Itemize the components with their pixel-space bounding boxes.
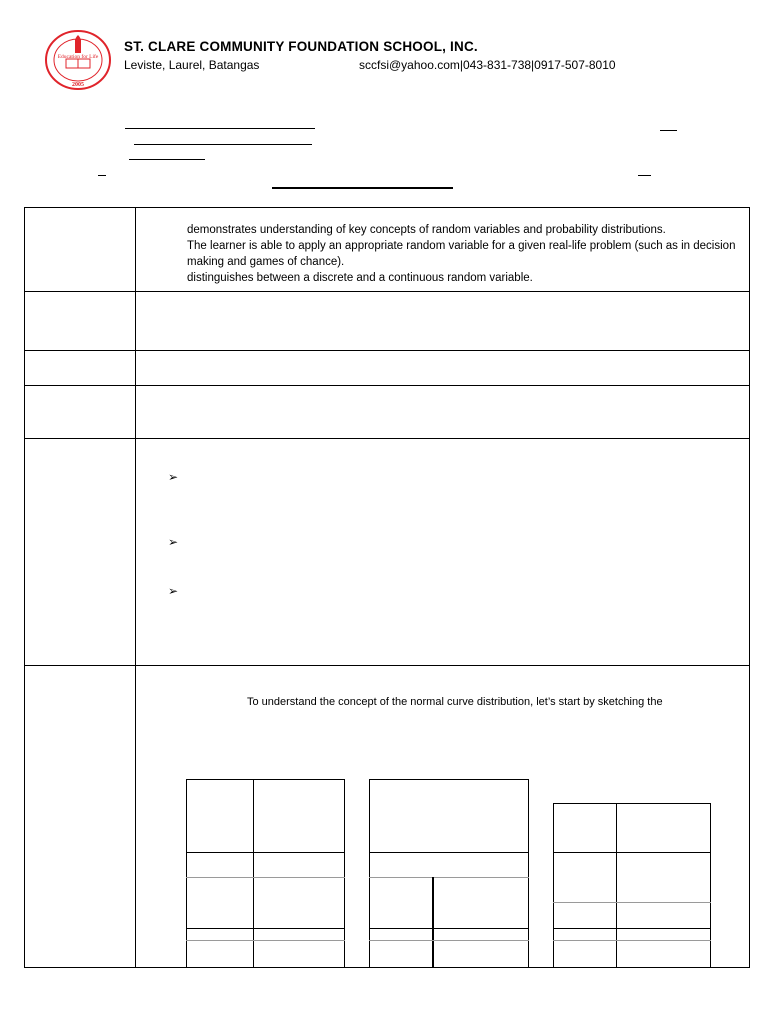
- standards-cell: [187, 222, 747, 286]
- procedure-intro: To understand the concept of the normal curve distribution, let’s start by sketching the: [247, 696, 663, 708]
- blank-line: [272, 187, 453, 189]
- table-column-divider: [135, 207, 136, 968]
- school-address: Leviste, Laurel, Batangas: [124, 58, 260, 72]
- learning-competency: distinguishes between a discrete and a continuous random variable.: [187, 272, 533, 284]
- table-row-divider: [24, 291, 750, 292]
- blank-line: [98, 175, 106, 176]
- blank-line: [134, 144, 312, 145]
- performance-standard: The learner is able to apply an appropriate random variable for a given real-life problem (such as in decision making and games of chance).: [187, 240, 736, 268]
- school-contact: sccfsi@yahoo.com|043-831-738|0917-507-8010: [359, 58, 616, 72]
- objective-bullet: ➢: [168, 584, 179, 598]
- blank-line: [129, 159, 205, 160]
- blank-line: [638, 175, 651, 176]
- blank-line: [125, 128, 315, 129]
- school-name: ST. CLARE COMMUNITY FOUNDATION SCHOOL, INC.: [124, 39, 478, 54]
- table-row-divider: [24, 438, 750, 439]
- content-standard: demonstrates understanding of key concepts of random variables and probability distributions.: [187, 224, 666, 236]
- table-row-divider: [24, 385, 750, 386]
- table-row-divider: [24, 665, 750, 666]
- blank-line: [660, 130, 677, 131]
- logo-year: 2005: [72, 82, 84, 88]
- objective-bullet: ➢: [168, 535, 179, 549]
- school-logo: [44, 29, 112, 91]
- table-row-divider: [24, 350, 750, 351]
- objective-bullet: ➢: [168, 470, 179, 484]
- lesson-plan-table: [24, 207, 750, 968]
- logo-motto: Education for Life: [57, 54, 99, 60]
